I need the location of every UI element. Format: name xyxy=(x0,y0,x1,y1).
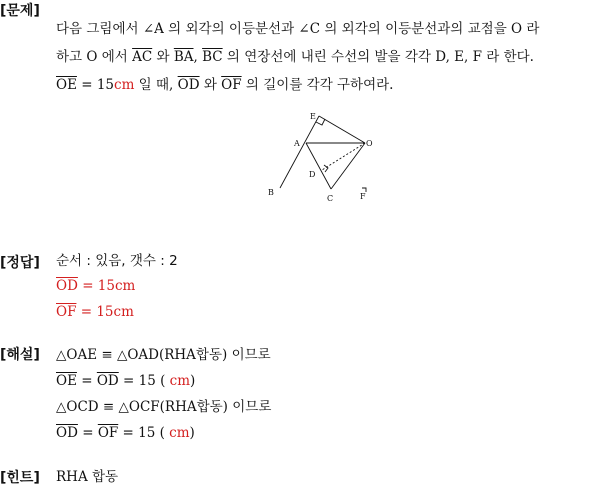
point-f-label: F xyxy=(360,192,366,201)
point-o-label: O xyxy=(366,139,373,148)
unit: cm xyxy=(113,304,134,320)
text: 의 길이를 각각 구하여라. xyxy=(241,77,394,93)
answer-line-2 xyxy=(56,276,135,296)
text: 의 연장선에 내린 수선의 발을 각각 D, E, F 라 한다. xyxy=(222,49,534,65)
answer-line-1: 순서 : 있음, 갯수 : 2 xyxy=(56,253,178,269)
right-angle-d xyxy=(324,165,328,172)
hint-text: RHA 합동 xyxy=(56,469,119,485)
point-d-label: D xyxy=(309,170,316,179)
explanation-line-2 xyxy=(56,371,195,391)
problem-label: [문제] xyxy=(0,3,40,19)
value: = 15 ( xyxy=(118,425,170,441)
point-b-label: B xyxy=(268,188,274,197)
text: , xyxy=(193,49,203,65)
point-e-label: E xyxy=(310,112,316,121)
problem-line-1: 다음 그림에서 ∠A 의 외각의 이등분선과 ∠C 의 외각의 이등분선과의 교점을 O 라 xyxy=(56,21,540,37)
explanation-label: [해설] xyxy=(0,347,40,363)
point-a-label: A xyxy=(294,139,300,148)
segment-od: $\overline{OD}$ xyxy=(177,77,200,93)
segment-bc: $\overline{BC}$ xyxy=(202,49,223,65)
segment-of: $\overline{OF}$ xyxy=(56,304,77,320)
segment-of: $\overline{OF}$ xyxy=(97,425,119,441)
unit: cm xyxy=(169,373,191,389)
answer-label: [정답] xyxy=(0,255,40,271)
value: = 15 xyxy=(76,304,114,320)
problem-line-2 xyxy=(56,47,534,67)
segment-of: $\overline{OF}$ xyxy=(221,77,242,93)
explanation-line-3: △OCD ≡ △OCF(RHA합동) 이므로 xyxy=(56,399,272,415)
segment-od: $\overline{OD}$ xyxy=(56,278,78,294)
value: = 15 xyxy=(77,278,115,294)
segment-oe: $\overline{OE}$ xyxy=(56,77,77,93)
text: = xyxy=(77,425,98,441)
text: ) xyxy=(190,373,196,389)
text: 와 xyxy=(152,49,174,65)
segment-oe: $\overline{OE}$ xyxy=(56,373,77,389)
explanation-line-4 xyxy=(56,423,195,443)
answer-line-3 xyxy=(56,302,134,322)
geometry-figure xyxy=(262,108,382,206)
problem-line-3 xyxy=(56,75,393,95)
line-od xyxy=(322,143,365,170)
text: 하고 O 에서 xyxy=(56,49,133,65)
unit: cm xyxy=(114,77,135,93)
hint-label: [힌트] xyxy=(0,470,40,486)
line-oc xyxy=(331,143,365,189)
segment-ac: $\overline{AC}$ xyxy=(132,49,153,65)
segment-od: $\overline{OD}$ xyxy=(56,425,78,441)
point-c-label: C xyxy=(327,194,334,203)
value: = 15 ( xyxy=(118,373,170,389)
text: = xyxy=(76,373,97,389)
text: ) xyxy=(189,425,195,441)
text: 일 때, xyxy=(134,77,178,93)
text: = 15 xyxy=(76,77,115,93)
segment-od: $\overline{OD}$ xyxy=(96,373,119,389)
text: 와 xyxy=(199,77,222,93)
unit: cm xyxy=(169,425,190,441)
line-ac xyxy=(306,143,331,189)
segment-ba: $\overline{BA}$ xyxy=(173,49,194,65)
unit: cm xyxy=(114,278,136,294)
line-eo xyxy=(319,116,365,143)
explanation-line-1: △OAE ≡ △OAD(RHA합동) 이므로 xyxy=(56,347,271,363)
